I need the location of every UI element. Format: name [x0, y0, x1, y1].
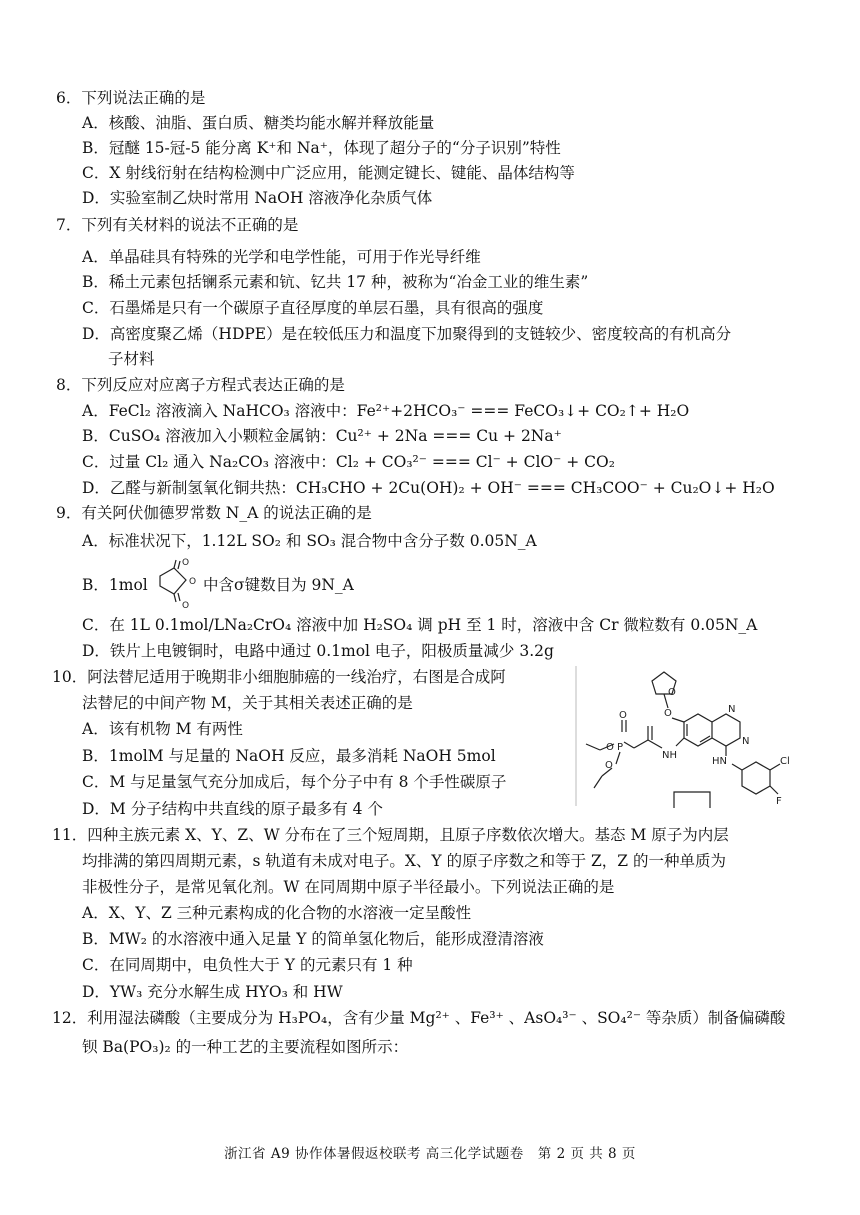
label-cl: Cl — [780, 756, 790, 767]
compound-m-structure — [572, 664, 804, 809]
label-o-thf: O — [668, 687, 676, 698]
q7-stem: 7．下列有关材料的说法不正确的是 — [56, 216, 299, 234]
q7-option-d-line1: D．高密度聚乙烯（HDPE）是在较低压力和温度下加聚得到的支链较少、密度较高的有机高分 — [82, 325, 732, 343]
label-f: F — [776, 796, 782, 807]
q10-option-c: C．M 与足量氢气充分加成后，每个分子中有 8 个手性碳原子 — [82, 773, 507, 791]
q8-stem: 8．下列反应对应离子方程式表达正确的是 — [56, 376, 345, 394]
q7-option-d-line2: 子材料 — [108, 350, 155, 368]
q6-stem: 6．下列说法正确的是 — [56, 89, 206, 107]
q10-stem-line2: 法替尼的中间产物 M，关于其相关表述正确的是 — [82, 694, 413, 712]
q7-option-c: C．石墨烯是只有一个碳原子直径厚度的单层石墨，具有很高的强度 — [82, 299, 544, 317]
q9-option-b-prefix: B．1mol — [82, 576, 148, 594]
label-hn: HN — [712, 756, 727, 767]
q11-stem-line2: 均排满的第四周期元素，s 轨道有未成对电子。X、Y 的原子序数之和等于 Z，Z 的一种单质为 — [82, 852, 726, 870]
q7-option-a: A．单晶硅具有特殊的光学和电学性能，可用于作光导纤维 — [82, 248, 481, 266]
q11-option-b: B．MW₂ 的水溶液中通入足量 Y 的简单氢化物后，能形成澄清溶液 — [82, 930, 544, 948]
q9-option-a: A．标准状况下，1.12L SO₂ 和 SO₃ 混合物中含分子数 0.05N_A — [82, 532, 537, 550]
label-o-phosphoryl: O — [619, 710, 627, 721]
q11-option-a: A．X、Y、Z 三种元素构成的化合物的水溶液一定呈酸性 — [82, 904, 472, 922]
q6-option-a: A．核酸、油脂、蛋白质、糖类均能水解并释放能量 — [82, 114, 435, 132]
q10-option-b: B．1molM 与足量的 NaOH 反应，最多消耗 NaOH 5mol — [82, 747, 496, 765]
q12-stem-line1: 12．利用湿法磷酸（主要成分为 H₃PO₄，含有少量 Mg²⁺ 、Fe³⁺ 、AsO₄³⁻ 、SO₄²⁻ 等杂质）制备偏磷酸 — [52, 1009, 786, 1027]
label-n2: N — [742, 736, 750, 747]
q9-option-d: D．铁片上电镀铜时，电路中通过 0.1mol 电子，阳极质量减少 3.2g — [82, 642, 554, 660]
label-n1: N — [728, 704, 736, 715]
q9-stem: 9．有关阿伏伽德罗常数 N_A 的说法正确的是 — [56, 504, 372, 522]
svg-text:O: O — [182, 558, 190, 568]
q8-option-d: D．乙醛与新制氢氧化铜共热：CH₃CHO + 2Cu(OH)₂ + OH⁻ === CH₃COO⁻ + Cu₂O↓+ H₂O — [82, 479, 775, 497]
q7-option-b: B．稀土元素包括镧系元素和钪、钇共 17 种，被称为“冶金工业的维生素” — [82, 273, 589, 291]
q9-option-c: C．在 1L 0.1mol/LNa₂CrO₄ 溶液中加 H₂SO₄ 调 pH 至 1 时，溶液中含 Cr 微粒数有 0.05N_A — [82, 616, 758, 634]
label-o-ester2: O — [606, 742, 614, 753]
q11-option-d: D．YW₃ 充分水解生成 HYO₃ 和 HW — [82, 983, 343, 1001]
q11-option-c: C．在同周期中，电负性大于 Y 的元素只有 1 种 — [82, 956, 413, 974]
label-o-ester: O — [605, 760, 613, 771]
q6-option-c: C．X 射线衍射在结构检测中广泛应用，能测定键长、键能、晶体结构等 — [82, 164, 575, 182]
label-o-ether: O — [664, 708, 672, 719]
q6-option-d: D．实验室制乙炔时常用 NaOH 溶液净化杂质气体 — [82, 189, 433, 207]
svg-text:O: O — [189, 577, 197, 587]
q8-option-b: B．CuSO₄ 溶液加入小颗粒金属钠：Cu²⁺ + 2Na === Cu + 2Na⁺ — [82, 427, 562, 445]
svg-text:O: O — [182, 601, 190, 610]
q10-stem-line1: 10．阿法替尼适用于晚期非小细胞肺癌的一线治疗，右图是合成阿 — [52, 668, 506, 686]
label-p: P — [617, 742, 624, 753]
page-footer: 浙江省 A9 协作体暑假返校联考 高三化学试题卷 第 2 页 共 8 页 — [224, 1146, 636, 1162]
label-n-amide: NH — [662, 750, 677, 761]
q9-option-b-suffix: 中含σ键数目为 9N_A — [203, 576, 354, 594]
q8-option-c: C．过量 Cl₂ 通入 Na₂CO₃ 溶液中：Cl₂ + CO₃²⁻ === Cl⁻ + ClO⁻ + CO₂ — [82, 453, 615, 471]
q10-option-d: D．M 分子结构中共直线的原子最多有 4 个 — [82, 800, 383, 818]
q12-stem-line2: 钡 Ba(PO₃)₂ 的一种工艺的主要流程如图所示： — [82, 1038, 409, 1056]
q11-stem-line1: 11．四种主族元素 X、Y、Z、W 分布在了三个短周期，且原子序数依次增大。基态 M 原子为内层 — [52, 826, 729, 844]
q8-option-a: A．FeCl₂ 溶液滴入 NaHCO₃ 溶液中：Fe²⁺+2HCO₃⁻ === FeCO₃↓+ CO₂↑+ H₂O — [82, 402, 690, 420]
q6-option-b: B．冠醚 15-冠-5 能分离 K⁺和 Na⁺，体现了超分子的“分子识别”特性 — [82, 139, 561, 157]
q10-option-a: A．该有机物 M 有两性 — [82, 720, 243, 738]
q11-stem-line3: 非极性分子，是常见氧化剂。W 在同周期中原子半径最小。下列说法正确的是 — [82, 878, 615, 896]
succinic-anhydride-structure — [150, 556, 200, 610]
